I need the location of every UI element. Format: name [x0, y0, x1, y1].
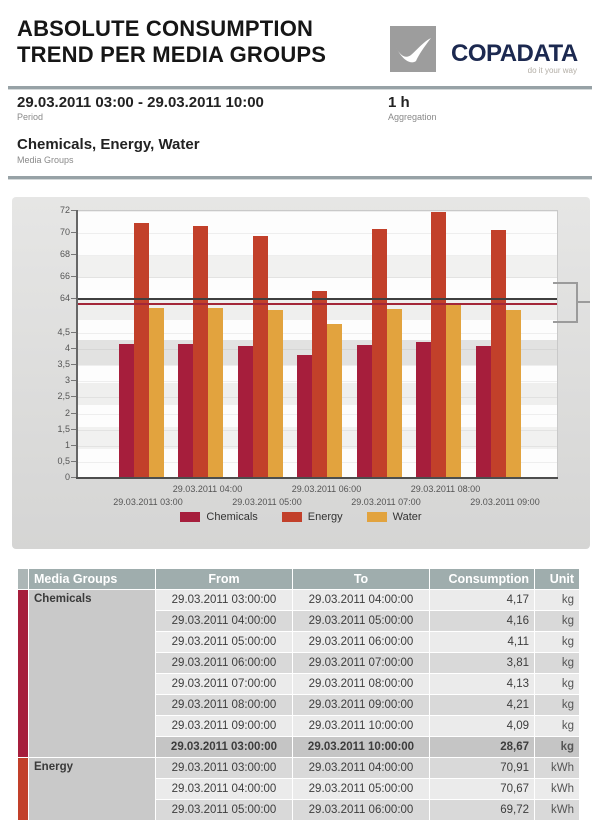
bar-chemicals — [238, 346, 253, 478]
y-axis-tick — [71, 298, 76, 299]
bar-chemicals — [119, 344, 134, 478]
logo-tagline: do it your way — [527, 66, 577, 75]
y-axis-label: 0 — [64, 472, 70, 482]
cell-to: 29.03.2011 04:00:00 — [293, 590, 429, 610]
y-axis-label: 3,5 — [57, 359, 70, 370]
column-header: Unit — [535, 569, 579, 589]
cell-from: 29.03.2011 03:00:00 — [156, 758, 292, 778]
cell-to: 29.03.2011 05:00:00 — [293, 779, 429, 799]
cell-to: 29.03.2011 07:00:00 — [293, 653, 429, 673]
y-axis-tick — [71, 210, 76, 211]
table-header-row — [18, 569, 579, 589]
cell-from: 29.03.2011 07:00:00 — [156, 674, 292, 694]
y-axis-label: 2,5 — [57, 391, 70, 402]
plot-band — [78, 256, 557, 278]
legend-item — [180, 511, 257, 523]
gridline — [78, 277, 557, 278]
bar-water — [327, 324, 342, 478]
consumption-table — [17, 568, 580, 821]
cell-from: 29.03.2011 04:00:00 — [156, 611, 292, 631]
y-axis-tick — [71, 254, 76, 255]
media-group-name: Energy — [29, 758, 155, 820]
cell-consumption: 28,67 — [430, 737, 534, 757]
media-group-name: Chemicals — [29, 590, 155, 757]
bar-energy — [372, 229, 387, 478]
y-axis-label: 68 — [59, 249, 70, 259]
threshold-line — [78, 303, 557, 305]
y-axis-tick — [71, 232, 76, 233]
copadata-logo-icon — [390, 26, 436, 72]
y-axis-tick — [71, 276, 76, 277]
copadata-logo-text: COPADATA — [451, 40, 578, 67]
swoosh-icon — [390, 26, 436, 72]
legend-label: Energy — [307, 511, 343, 523]
header-divider — [8, 86, 592, 90]
legend-item — [367, 511, 422, 523]
scale-bracket-icon — [552, 279, 590, 327]
y-axis-label: 1 — [64, 439, 70, 450]
y-axis-label: 4,5 — [57, 327, 70, 337]
aggregation-label: Aggregation — [388, 112, 437, 122]
cell-unit: kg — [535, 632, 579, 652]
cell-unit: kWh — [535, 758, 579, 778]
cell-from: 29.03.2011 05:00:00 — [156, 632, 292, 652]
x-axis-label: 29.03.2011 04:00 — [172, 484, 243, 494]
cell-consumption: 70,91 — [430, 758, 534, 778]
cell-from: 29.03.2011 03:00:00 — [156, 590, 292, 610]
cell-consumption: 70,67 — [430, 779, 534, 799]
bar-chemicals — [357, 345, 372, 478]
column-header: Consumption — [430, 569, 534, 589]
bar-energy — [431, 212, 446, 478]
y-axis-label: 2 — [64, 407, 70, 418]
column-header: Media Groups — [29, 569, 155, 589]
bar-chemicals — [297, 355, 312, 478]
cell-consumption: 4,13 — [430, 674, 534, 694]
period-value: 29.03.2011 03:00 - 29.03.2011 10:00 — [17, 94, 264, 111]
x-axis-label: 29.03.2011 07:00 — [351, 497, 421, 507]
gridline — [78, 211, 557, 212]
cell-consumption: 4,21 — [430, 695, 534, 715]
bar-water — [149, 308, 164, 478]
x-axis-label: 29.03.2011 08:00 — [410, 484, 481, 494]
chart-legend — [12, 511, 590, 523]
bar-water — [387, 309, 402, 478]
bar-chemicals — [476, 346, 491, 478]
y-axis-tick — [71, 445, 76, 446]
cell-unit: kWh — [535, 800, 579, 820]
y-axis-label: 0,5 — [57, 455, 70, 466]
cell-from: 29.03.2011 06:00:00 — [156, 653, 292, 673]
cell-consumption: 4,16 — [430, 611, 534, 631]
legend-item — [282, 511, 343, 523]
column-header: To — [293, 569, 429, 589]
gridline — [78, 233, 557, 234]
bar-energy — [193, 226, 208, 478]
x-axis-label: 29.03.2011 05:00 — [232, 497, 302, 507]
media-groups-value: Chemicals, Energy, Water — [17, 136, 200, 153]
page-title-line1: ABSOLUTE CONSUMPTION — [17, 16, 314, 41]
cell-to: 29.03.2011 08:00:00 — [293, 674, 429, 694]
page-title — [17, 16, 326, 68]
bar-energy — [312, 291, 327, 478]
info-divider — [8, 176, 592, 180]
y-axis-tick — [71, 364, 76, 365]
chart-panel — [12, 197, 590, 549]
cell-unit: kg — [535, 695, 579, 715]
cell-consumption: 4,11 — [430, 632, 534, 652]
header-color-strip — [18, 569, 28, 589]
media-color-strip — [18, 590, 28, 757]
x-axis-label: 29.03.2011 03:00 — [113, 497, 183, 507]
bar-energy — [491, 230, 506, 478]
y-axis-tick — [71, 332, 76, 333]
cell-from: 29.03.2011 03:00:00 — [156, 737, 292, 757]
threshold-line — [78, 298, 557, 300]
cell-from: 29.03.2011 05:00:00 — [156, 800, 292, 820]
legend-label: Water — [392, 511, 422, 523]
bar-chemicals — [178, 344, 193, 478]
cell-to: 29.03.2011 10:00:00 — [293, 737, 429, 757]
media-color-strip — [18, 758, 28, 820]
cell-unit: kWh — [535, 779, 579, 799]
y-axis — [76, 210, 78, 479]
bar-water — [208, 308, 223, 478]
y-axis-tick — [71, 461, 76, 462]
cell-consumption: 4,09 — [430, 716, 534, 736]
bar-chemicals — [416, 342, 431, 478]
y-axis-tick — [71, 477, 76, 478]
cell-from: 29.03.2011 04:00:00 — [156, 779, 292, 799]
cell-to: 29.03.2011 05:00:00 — [293, 611, 429, 631]
legend-swatch-energy — [282, 512, 302, 522]
cell-from: 29.03.2011 09:00:00 — [156, 716, 292, 736]
y-axis-tick — [71, 348, 76, 349]
aggregation-value: 1 h — [388, 94, 410, 111]
y-axis-label: 1,5 — [57, 423, 70, 434]
cell-consumption: 3,81 — [430, 653, 534, 673]
cell-unit: kg — [535, 590, 579, 610]
period-label: Period — [17, 112, 44, 122]
legend-swatch-chemicals — [180, 512, 200, 522]
cell-unit: kg — [535, 674, 579, 694]
y-axis-tick — [71, 380, 76, 381]
cell-to: 29.03.2011 10:00:00 — [293, 716, 429, 736]
x-axis-label: 29.03.2011 09:00 — [470, 497, 540, 507]
bar-energy — [134, 223, 149, 478]
media-groups-label: Media Groups — [17, 155, 74, 165]
bar-energy — [253, 236, 268, 478]
chart-plot — [78, 210, 558, 478]
cell-to: 29.03.2011 09:00:00 — [293, 695, 429, 715]
consumption-data-table — [17, 568, 580, 821]
y-axis-label: 66 — [59, 271, 70, 281]
table-row — [18, 590, 579, 610]
cell-from: 29.03.2011 08:00:00 — [156, 695, 292, 715]
cell-to: 29.03.2011 04:00:00 — [293, 758, 429, 778]
y-axis-tick — [71, 429, 76, 430]
table-row — [18, 758, 579, 778]
cell-unit: kg — [535, 611, 579, 631]
cell-to: 29.03.2011 06:00:00 — [293, 800, 429, 820]
x-axis-label: 29.03.2011 06:00 — [291, 484, 362, 494]
y-axis-tick — [71, 396, 76, 397]
gridline — [78, 255, 557, 256]
y-axis-label: 72 — [59, 205, 70, 215]
cell-unit: kg — [535, 716, 579, 736]
bar-water — [506, 310, 521, 478]
cell-unit: kg — [535, 653, 579, 673]
y-axis-label: 64 — [59, 293, 70, 303]
cell-consumption: 69,72 — [430, 800, 534, 820]
y-axis-label: 70 — [59, 227, 70, 237]
page-title-line2: TREND PER MEDIA GROUPS — [17, 42, 327, 67]
bar-water — [446, 305, 461, 479]
bar-water — [268, 310, 283, 478]
legend-swatch-water — [367, 512, 387, 522]
y-axis-label: 4 — [64, 343, 70, 354]
x-axis — [76, 477, 558, 479]
legend-label: Chemicals — [206, 511, 258, 523]
column-header: From — [156, 569, 292, 589]
cell-to: 29.03.2011 06:00:00 — [293, 632, 429, 652]
cell-unit: kg — [535, 737, 579, 757]
y-axis-label: 3 — [64, 375, 70, 386]
cell-consumption: 4,17 — [430, 590, 534, 610]
y-axis-tick — [71, 413, 76, 414]
